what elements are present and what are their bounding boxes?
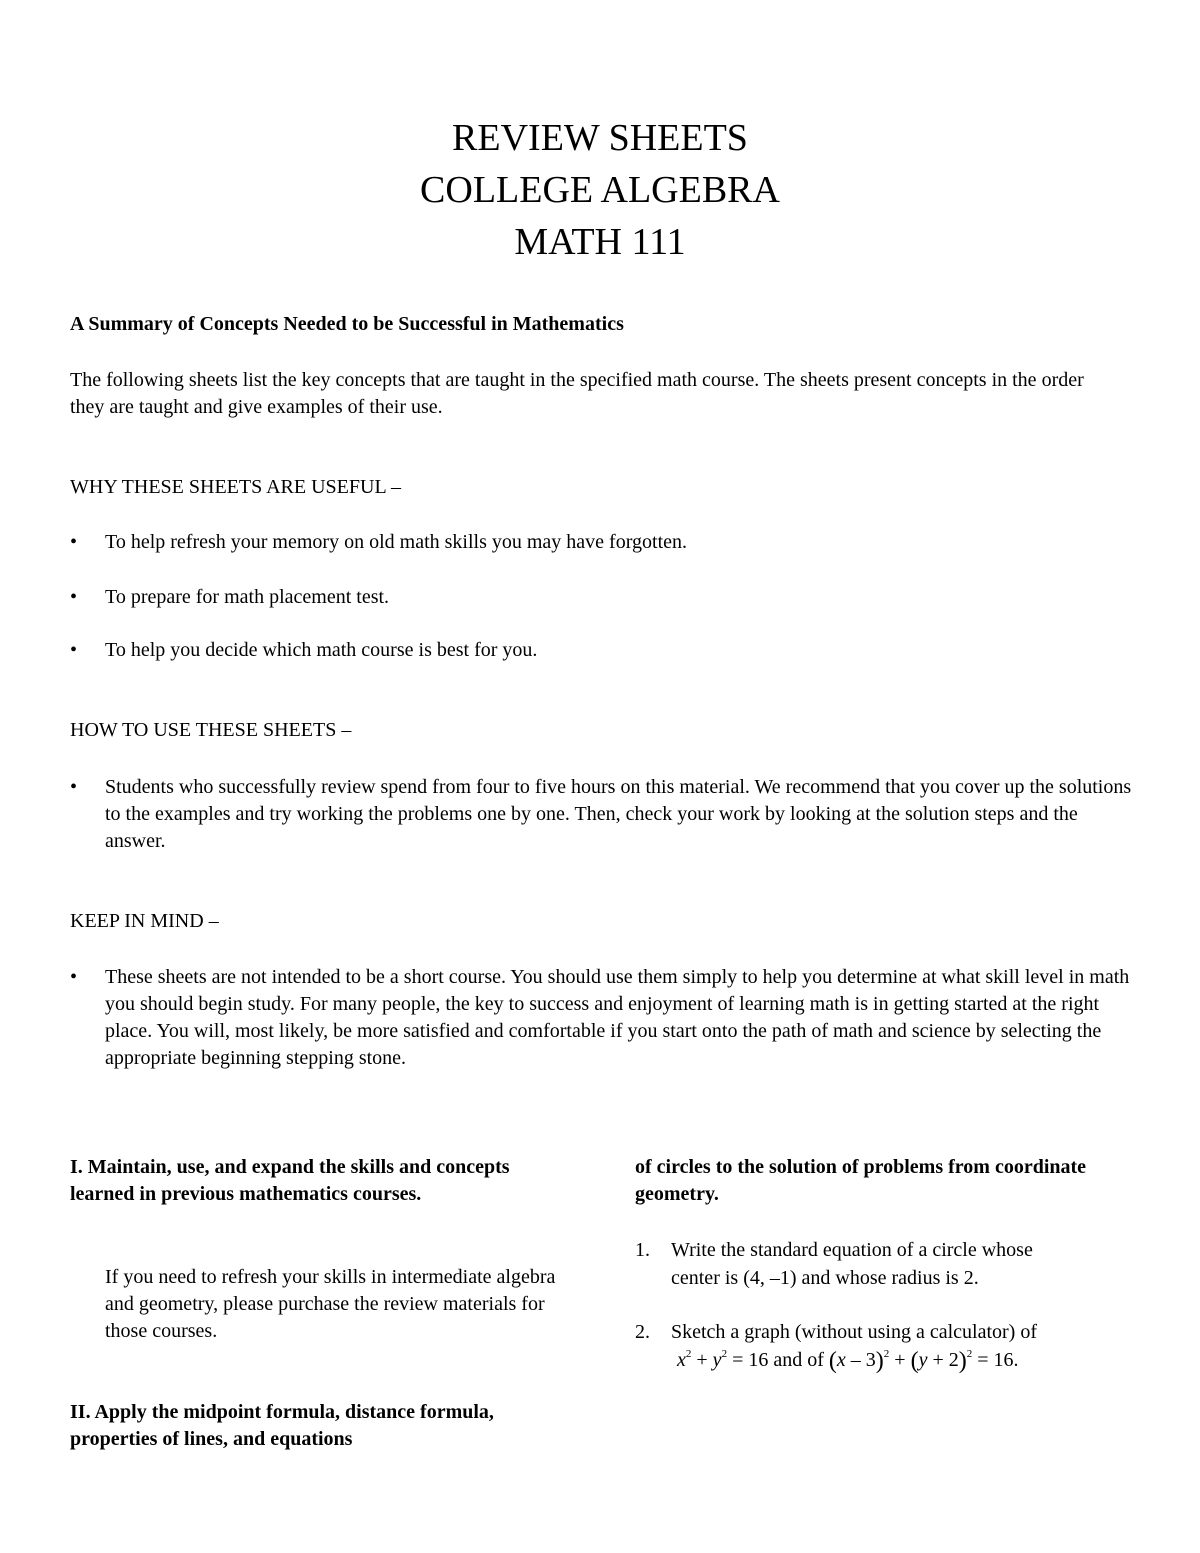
problem-2: 2. Sketch a graph (without using a calculator) of $x^2 + y^2 = 16$ and of $(x - 3)^2 + (y + 2)^2 = 16$. <box>635 1318 1155 1375</box>
problem-1: 1. Write the standard equation of a circle whose center is (4, –1) and whose radius is 2. <box>635 1236 1135 1292</box>
summary-heading: A Summary of Concepts Needed to be Successful in Mathematics <box>70 313 624 335</box>
list-item: • Students who successfully review spend from four to five hours on this material. We recommend that you cover up the solutions to the examples and try working the problems one by one. Then, check your work by looking at the solution steps and the answer. <box>70 776 1132 852</box>
title-line-2: COLLEGE ALGEBRA <box>420 169 780 211</box>
bullet-icon: • <box>70 776 78 798</box>
section-1-heading: I. Maintain, use, and expand the skills and concepts learned in previous mathematics courses. <box>70 1156 510 1205</box>
list-item: • These sheets are not intended to be a short course. You should use them simply to help you determine at what skill level in math you should begin study. For many people, the key to success and enjoyment of learning math is in getting started at the right place. You will, most likely, be more satisfied and comfortable if you start onto the path of math and science by selecting the appropriate beginning stepping stone. <box>70 966 1130 1069</box>
section-2-heading-continued: of circles to the solution of problems from coordinate geometry. <box>635 1156 1087 1205</box>
bullet-icon: • <box>70 639 78 661</box>
section-2-heading: II. Apply the midpoint formula, distance formula, properties of lines, and equations <box>70 1401 494 1450</box>
bullet-icon: • <box>70 586 78 608</box>
list-item: • To help you decide which math course is best for you. <box>70 637 1140 664</box>
bullet-icon: • <box>70 531 78 553</box>
how-heading: HOW TO USE THESE SHEETS – <box>70 719 352 741</box>
why-heading: WHY THESE SHEETS ARE USEFUL – <box>70 476 401 498</box>
bullet-icon: • <box>70 966 78 988</box>
section-1-body: If you need to refresh your skills in intermediate algebra and geometry, please purchase the review materials for those courses. <box>105 1266 556 1342</box>
document-title <box>0 112 1200 268</box>
list-item: • To help refresh your memory on old math skills you may have forgotten. <box>70 529 1140 556</box>
title-line-1: REVIEW SHEETS <box>452 117 748 159</box>
title-line-3: MATH 111 <box>514 221 686 263</box>
keep-heading: KEEP IN MIND – <box>70 910 219 932</box>
intro-paragraph: The following sheets list the key concepts that are taught in the specified math course. The sheets present concepts in the order they are taught and give examples of their use. <box>70 369 1084 418</box>
point-expression: (4, –1) <box>743 1267 797 1289</box>
list-item: • To prepare for math placement test. <box>70 584 1140 611</box>
equation-2: $(x - 3)^2 + (y + 2)^2 = 16$. <box>828 1348 1019 1374</box>
problem-number: 2. <box>635 1321 650 1343</box>
problem-number: 1. <box>635 1239 650 1261</box>
equation-1: $x^2 + y^2 = 16$ <box>677 1348 769 1371</box>
